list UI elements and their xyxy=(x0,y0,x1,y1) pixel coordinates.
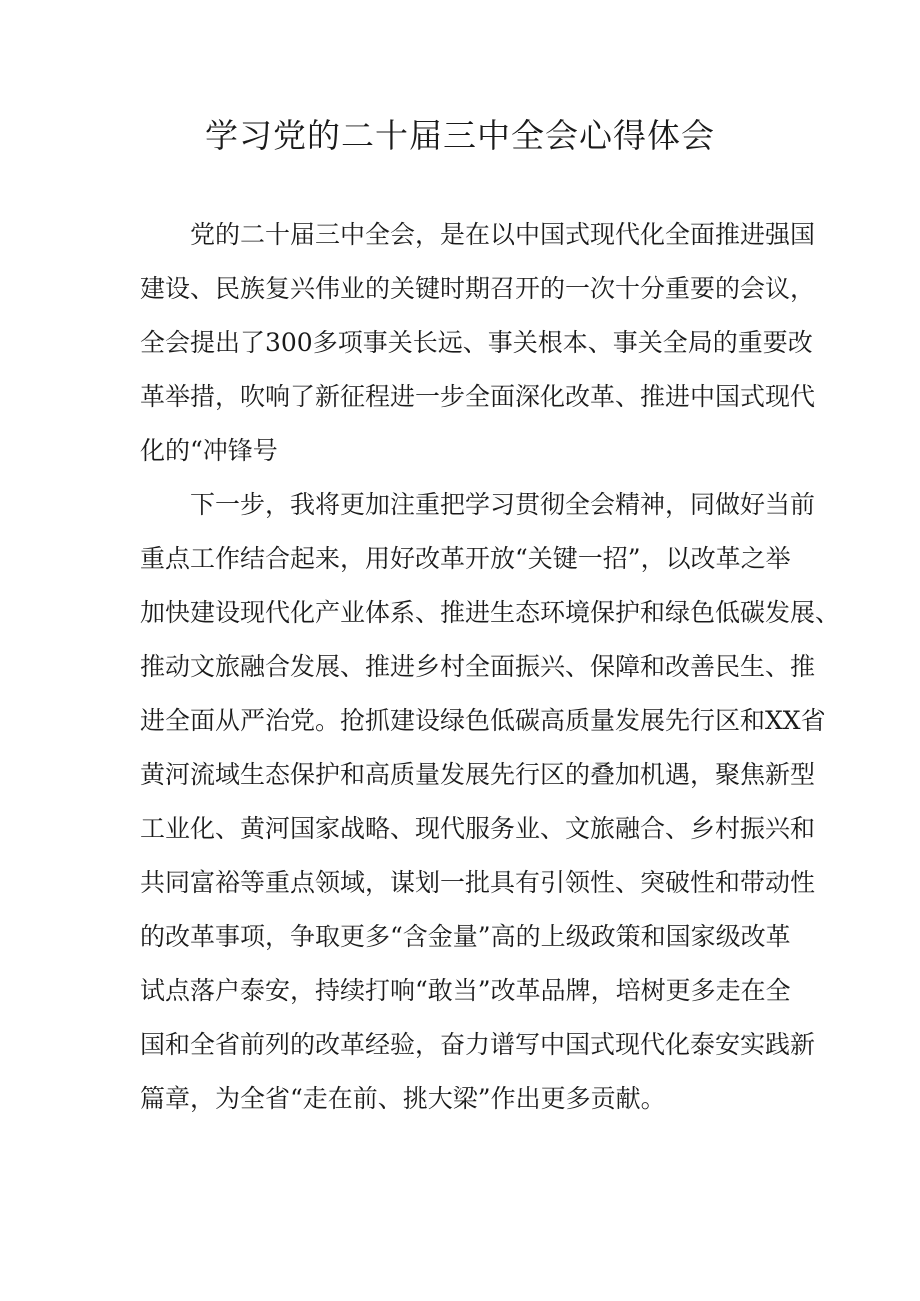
text-line: 化的“冲锋号 xyxy=(140,436,278,465)
document-title: 学习党的二十届三中全会心得体会 xyxy=(205,116,715,155)
paragraph xyxy=(140,478,841,1126)
text-line: 共同富裕等重点领域，谋划一批具有引领性、突破性和带动性 xyxy=(140,868,816,897)
text-line: 进全面从严治党。抢抓建设绿色低碳高质量发展先行区和XX省 xyxy=(140,706,826,735)
document-body xyxy=(140,208,841,1126)
paragraph xyxy=(140,208,816,478)
text-line: 黄河流域生态保护和高质量发展先行区的叠加机遇，聚焦新型 xyxy=(140,760,816,789)
text-line: 下一步，我将更加注重把学习贯彻全会精神，同做好当前 xyxy=(140,490,816,519)
text-line: 党的二十届三中全会，是在以中国式现代化全面推进强国 xyxy=(140,220,816,249)
text-line: 的改革事项，争取更多“含金量”高的上级政策和国家级改革 xyxy=(140,922,791,951)
text-line: 革举措，吹响了新征程进一步全面深化改革、推进中国式现代 xyxy=(140,382,816,411)
text-line: 试点落户泰安，持续打响“敢当”改革品牌，培树更多走在全 xyxy=(140,976,791,1005)
text-line: 国和全省前列的改革经验，奋力谱写中国式现代化泰安实践新 xyxy=(140,1030,816,1059)
text-line: 工业化、黄河国家战略、现代服务业、文旅融合、乡村振兴和 xyxy=(140,814,816,843)
text-line: 推动文旅融合发展、推进乡村全面振兴、保障和改善民生、推 xyxy=(140,652,816,681)
text-line: 重点工作结合起来，用好改革开放“关键一招”，以改革之举 xyxy=(140,544,791,573)
text-line: 建设、民族复兴伟业的关键时期召开的一次十分重要的会议， xyxy=(140,274,816,303)
text-line: 全会提出了300多项事关长远、事关根本、事关全局的重要改 xyxy=(140,328,813,357)
text-line: 加快建设现代化产业体系、推进生态环境保护和绿色低碳发展、 xyxy=(140,598,841,627)
text-line: 篇章，为全省“走在前、挑大梁”作出更多贡献。 xyxy=(140,1084,666,1113)
